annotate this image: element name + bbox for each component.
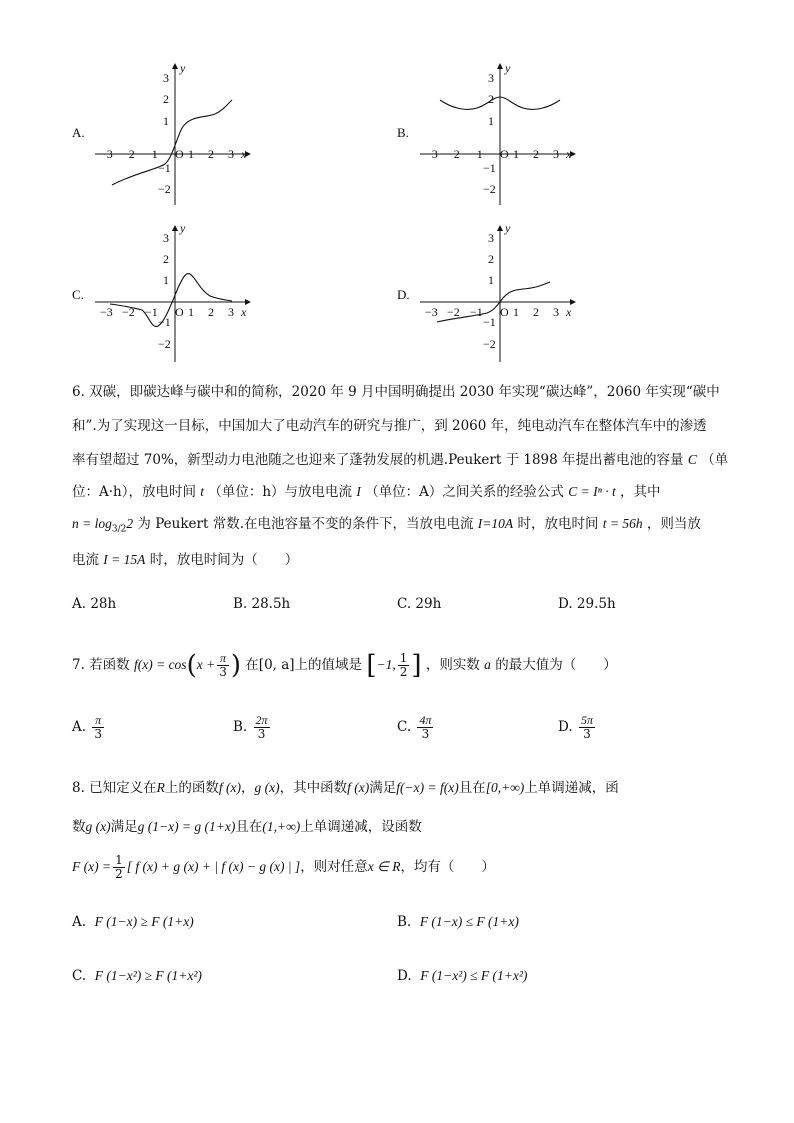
pi-num: π — [217, 652, 229, 666]
q8-line2: 数g (x)满足g (1−x) = g (1+x)且在(1,+∞)上单调递减，设函数 — [72, 819, 422, 835]
q8-option-a[interactable]: A. F (1−x) ≥ F (1+x) — [72, 914, 194, 930]
curve-a — [112, 100, 232, 185]
capacity-symbol: C — [687, 452, 697, 467]
q6-line2: 和”.为了实现这一目标，中国加大了电动汽车的研究与推广，到 2060 年，纯电动汽车在整体汽车中的渗透 — [72, 418, 707, 434]
q6-line4-d: ，其中 — [620, 484, 661, 500]
n-definition: n = log — [72, 516, 112, 531]
q7-var: a — [484, 657, 491, 672]
q6-option-b[interactable]: B. 28.5h — [233, 596, 291, 612]
q8-line1: 8. 已知定义在R上的函数f (x)，g (x)，其中函数f (x)满足f(−x) = f(x)且在[0,+∞)上单调递减，函 — [72, 780, 619, 796]
q7-b: 在[0, a]上的值域是 — [245, 657, 363, 673]
tick-x: 2 — [208, 305, 214, 319]
graph-d — [415, 222, 585, 372]
tick-y: −1 — [158, 161, 171, 175]
tick-y: 3 — [163, 71, 169, 85]
g-func: g (x) — [254, 780, 280, 795]
graph-b — [415, 60, 585, 210]
q6-option-a[interactable]: A. 28h — [72, 596, 117, 612]
tick-y: −1 — [483, 161, 496, 175]
q6-line1: 6. 双碳，即碳达峰与碳中和的简称，2020 年 9 月中国明确提出 2030 年实现“碳达峰”，2060 年实现“碳中 — [72, 384, 720, 400]
tick-y: 2 — [488, 92, 494, 106]
q6-line4-b: （单位：h）与放电电流 — [208, 484, 353, 500]
q8-line3: F (x) = $\frac{1}{2}$ [ f (x) + g (x) + | f (x) − g (x) | ]，则对任意x ∈ R，均有（ ） — [72, 853, 495, 881]
q6-line6-b: 时，放电时间为（ ） — [149, 552, 299, 568]
q6-line6 — [72, 550, 298, 570]
half-den: 2 — [399, 665, 408, 679]
tick-y: 1 — [163, 273, 169, 287]
q6-line4-c: （单位：A）之间关系的经验公式 — [365, 484, 564, 500]
origin-label: O — [500, 305, 509, 319]
q7-option-b[interactable]: B. $\frac{2\pi}{3}$ — [233, 713, 268, 741]
log-base: 3/2 — [111, 524, 127, 535]
F-body: [ f (x) + g (x) + | f (x) − g (x) | ] — [126, 859, 301, 874]
tick-y: 1 — [488, 273, 494, 287]
tick-y: 3 — [488, 71, 494, 85]
tick-x: 2 — [533, 147, 539, 161]
q6-line5-b: 时，放电时间 — [517, 516, 599, 532]
peukert-formula: C = Iⁿ · t — [568, 484, 616, 499]
x-label: x — [566, 147, 572, 161]
tick-x: −1 — [470, 305, 483, 319]
tick-y: −1 — [158, 315, 171, 329]
y-label: y — [505, 222, 511, 235]
tick-x: −1 — [145, 305, 158, 319]
tick-x: −2 — [122, 147, 135, 161]
q7-range: −1, — [376, 657, 396, 672]
tick-x: −3 — [425, 305, 438, 319]
tick-y: −2 — [483, 182, 496, 196]
tick-y: 2 — [488, 252, 494, 266]
pi-den: 3 — [219, 665, 227, 679]
q8-option-c[interactable]: C. F (1−x²) ≥ F (1+x²) — [72, 968, 202, 984]
time-symbol: t — [200, 484, 205, 499]
y-label: y — [505, 61, 511, 75]
origin-label: O — [500, 147, 509, 161]
f-even-cond: f(−x) = f(x) — [396, 780, 459, 795]
tick-x: −2 — [122, 305, 135, 319]
origin-label: O — [175, 147, 184, 161]
q7-arg: x + — [196, 657, 216, 672]
condition-current-15: I = 15A — [103, 552, 146, 567]
y-label: y — [180, 61, 186, 75]
q6-line3-text: 率有望超过 70%，新型动力电池随之也迎来了蓬勃发展的机遇.Peukert 于 1898 年提出蓄电池的容量 — [72, 452, 684, 468]
q7-a: 7. 若函数 — [72, 657, 130, 673]
x-label: x — [241, 305, 247, 319]
tick-y: 2 — [163, 252, 169, 266]
tick-x: −3 — [100, 147, 113, 161]
q7-c: ，则实数 — [425, 657, 480, 673]
tick-y: −2 — [483, 337, 496, 351]
q6-line5-c: ，则当放 — [646, 516, 701, 532]
graph-c-letter: C. — [72, 287, 84, 302]
tick-x: −2 — [447, 147, 460, 161]
tick-x: 3 — [228, 305, 234, 319]
q6-line5-a: 为 Peukert 常数.在电池容量不变的条件下，当放电电流 — [137, 516, 474, 532]
q7-function: f(x) = cos — [133, 657, 187, 672]
tick-y: 3 — [488, 231, 494, 245]
q6-line4-a: 位：A·h），放电时间 — [72, 484, 196, 500]
graph-d-letter: D. — [397, 287, 410, 302]
q7-stem: 7. 若函数 f(x) = cos(x + $\frac{\pi}{3}$ ) 在[0, a]上的值域是 [−1, $\frac{1}{2}$ ] ，则实数 a 的最大值为（ ） — [72, 650, 617, 681]
tick-y: 1 — [488, 114, 494, 128]
tick-x: −3 — [425, 147, 438, 161]
log-arg: 2 — [126, 516, 134, 531]
q6-line6-a: 电流 — [72, 552, 99, 568]
tick-x: 2 — [533, 305, 539, 319]
tick-x: 3 — [553, 305, 559, 319]
q7-option-d[interactable]: D. $\frac{5\pi}{3}$ — [558, 713, 593, 741]
tick-x: −2 — [447, 305, 460, 319]
tick-y: 2 — [163, 92, 169, 106]
current-symbol: I — [356, 484, 361, 499]
real-set: R — [156, 780, 165, 795]
tick-x: 1 — [513, 305, 519, 319]
tick-y: 1 — [163, 114, 169, 128]
F-def: F (x) = — [72, 859, 112, 874]
tick-y: −1 — [483, 315, 496, 329]
condition-time-56: t = 56h — [602, 516, 643, 531]
interval-g: (1,+∞) — [262, 819, 301, 834]
tick-x: −1 — [470, 147, 483, 161]
f-func: f (x) — [218, 780, 242, 795]
graph-a-letter: A. — [72, 125, 85, 140]
tick-y: −2 — [158, 182, 171, 196]
y-label: y — [180, 222, 186, 235]
x-label: x — [241, 147, 247, 161]
tick-x: 1 — [513, 147, 519, 161]
interval-f: [0,+∞) — [485, 780, 525, 795]
q6-line3 — [72, 450, 728, 470]
graph-b-letter: B. — [397, 125, 409, 140]
g-sym-cond: g (1−x) = g (1+x) — [137, 819, 236, 834]
graph-a — [90, 60, 260, 210]
q6-line3-end: （单 — [701, 452, 729, 468]
half-num: 1 — [399, 651, 408, 665]
condition-current-10: I=10A — [477, 516, 514, 531]
tick-x: 2 — [208, 147, 214, 161]
q6-line4 — [72, 482, 661, 502]
tick-x: −3 — [100, 305, 113, 319]
tick-x: 1 — [188, 305, 194, 319]
q7-option-a[interactable]: A. $\frac{\pi}{3}$ — [72, 713, 102, 741]
q7-d: 的最大值为（ ） — [495, 657, 617, 673]
tick-y: 3 — [163, 231, 169, 245]
q7-option-c[interactable]: C. $\frac{4\pi}{3}$ — [397, 713, 432, 741]
q6-option-c[interactable]: C. 29h — [397, 596, 442, 612]
x-label: x — [566, 305, 572, 319]
tick-x: 1 — [188, 147, 194, 161]
q8-option-d[interactable]: D. F (1−x²) ≤ F (1+x²) — [397, 968, 528, 984]
tick-x: 3 — [228, 147, 234, 161]
tick-x: −1 — [145, 147, 158, 161]
q6-line5 — [72, 514, 701, 540]
tick-x: 3 — [553, 147, 559, 161]
q8-option-b[interactable]: B. F (1−x) ≤ F (1+x) — [397, 914, 519, 930]
graph-c — [90, 222, 260, 372]
origin-label: O — [175, 305, 184, 319]
q6-option-d[interactable]: D. 29.5h — [558, 596, 616, 612]
tick-y: −2 — [158, 337, 171, 351]
